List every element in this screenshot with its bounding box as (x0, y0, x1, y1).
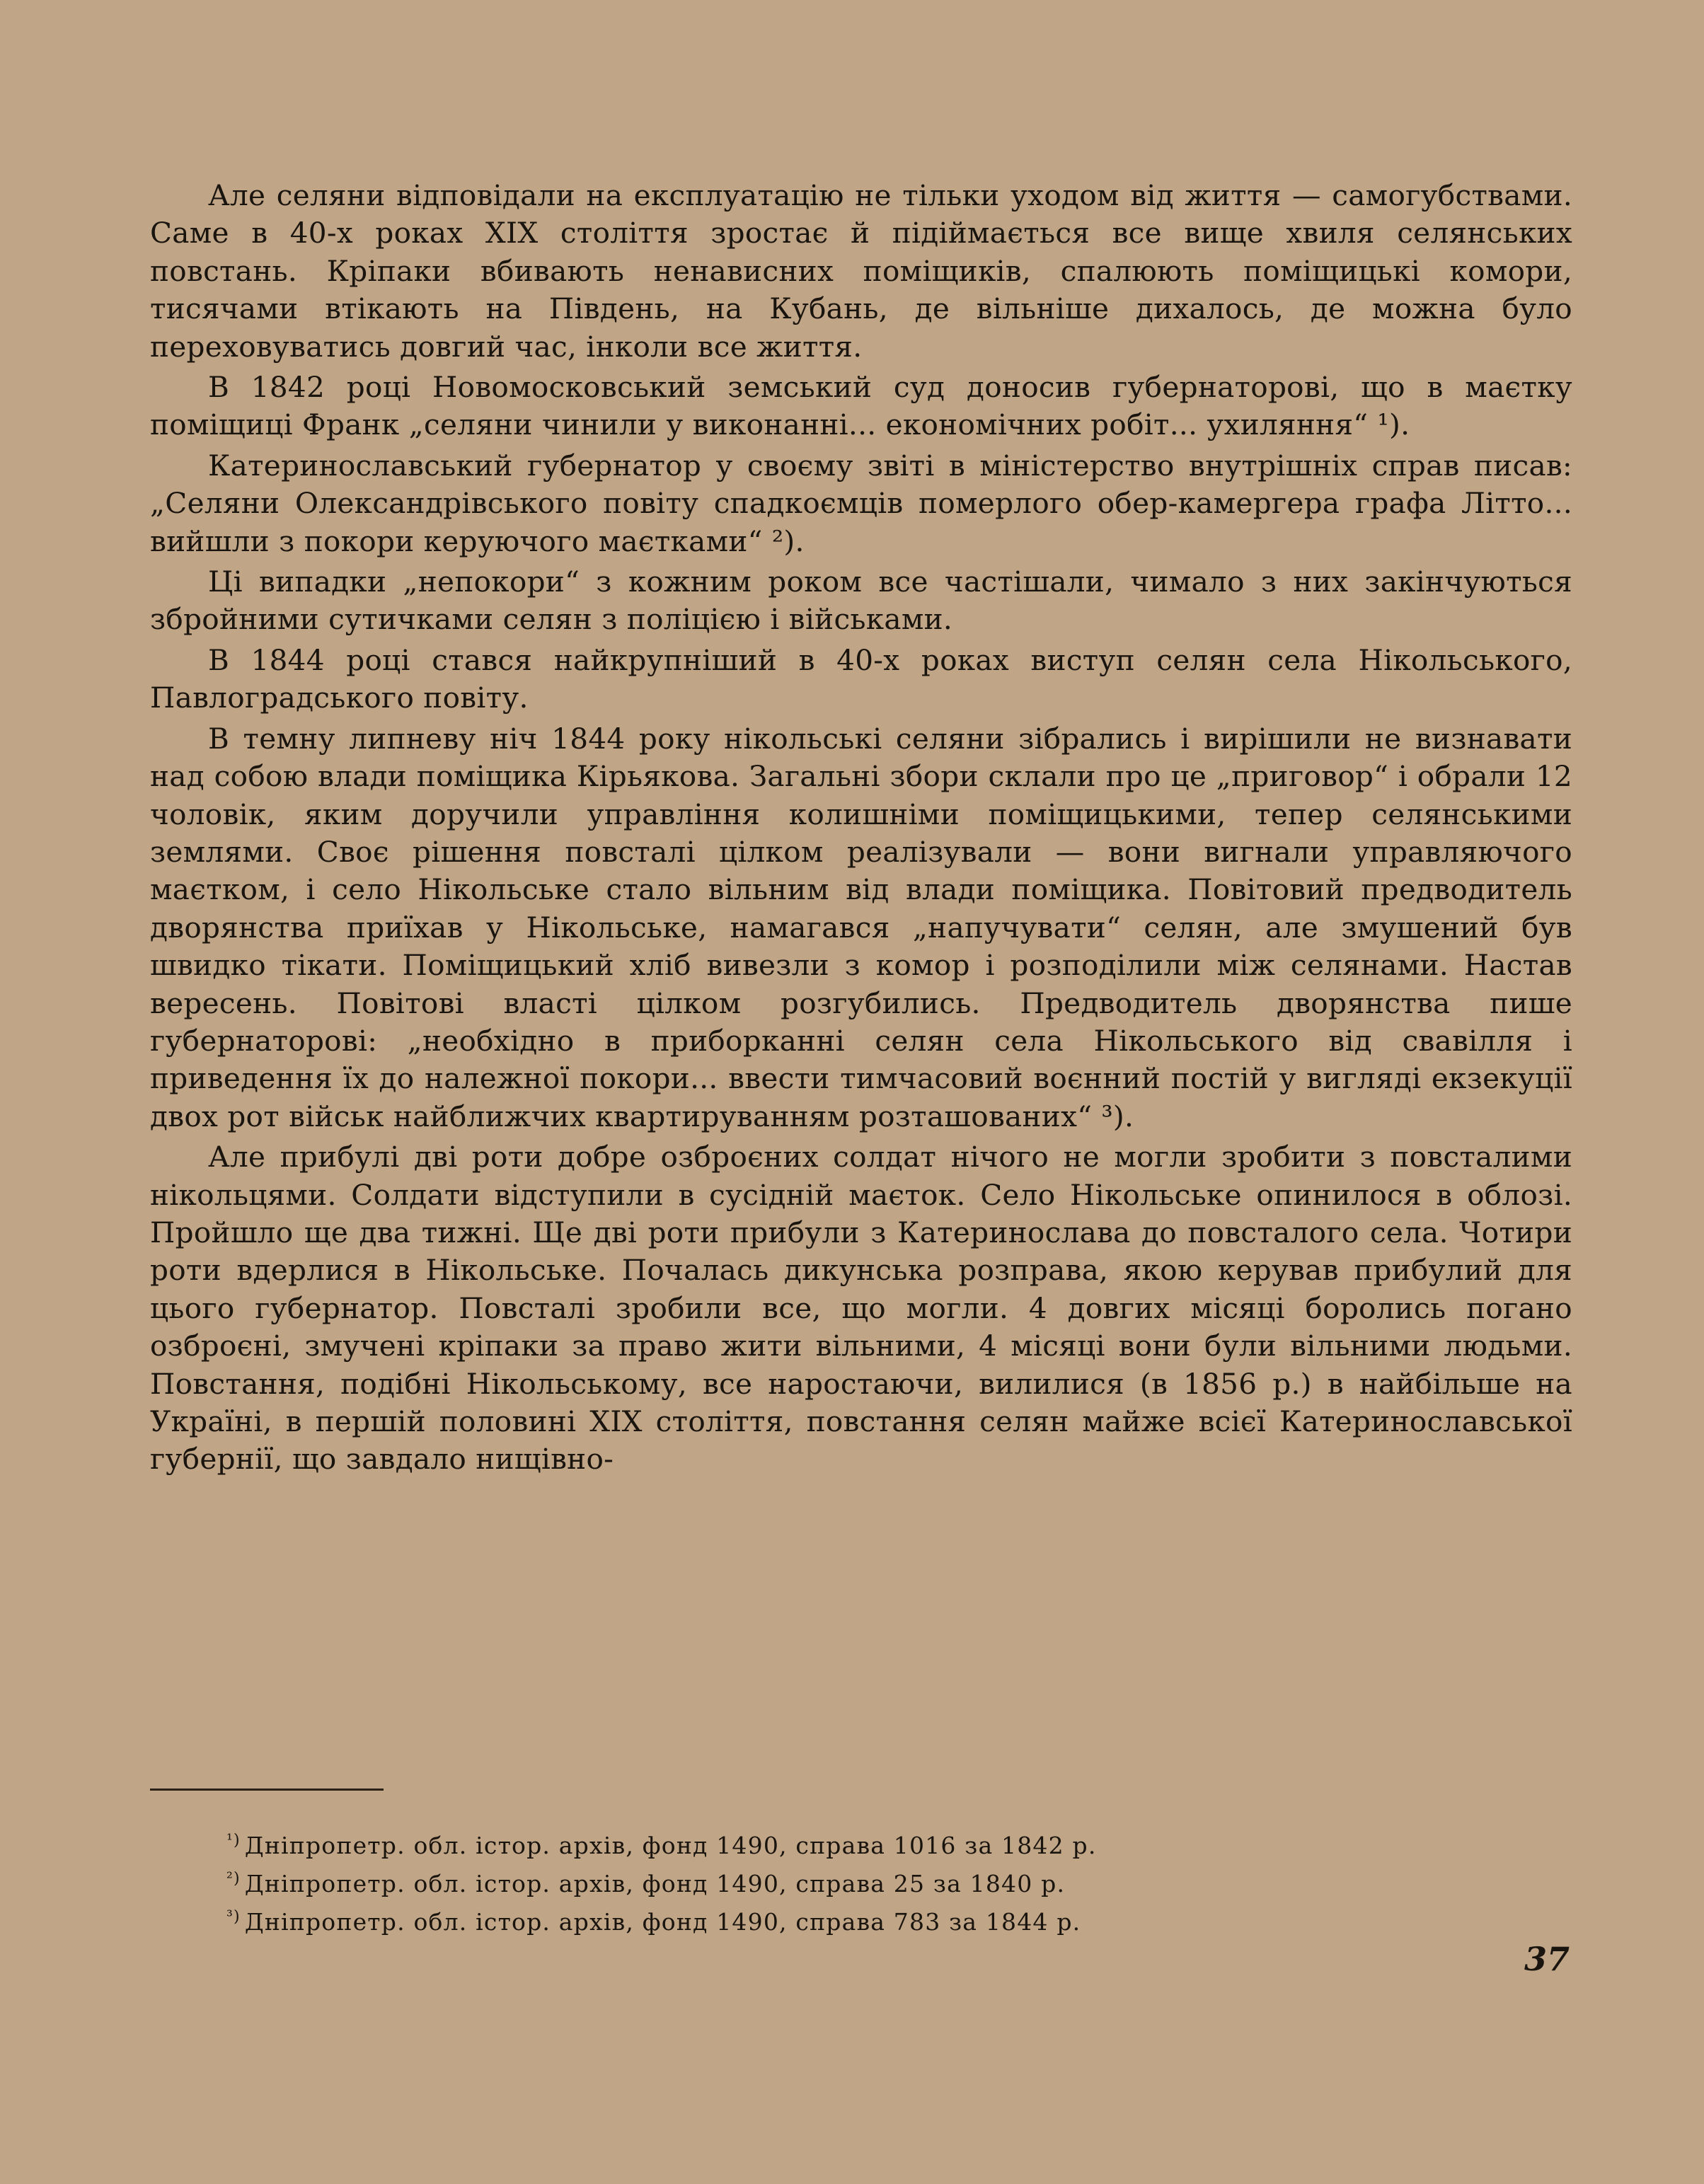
paragraph-3: Катеринославський губернатор у своєму звіті в міністерство внутрішніх справ писав: „Селяни Олександрівського повіту спадкоємців померлого обер-камергера графа Літто... вийшли з покори керуючого маєтками“ ²). (150, 448, 1572, 558)
footnote-1 (226, 1824, 1486, 1862)
paragraph-6: В темну липневу ніч 1844 року нікольські селяни зібрались і вирішили не визнавати над собою влади поміщика Кірьякова. Загальні збори склали про це „приговор“ і обрали 12 чоловік, яким доручили управління колишніми поміщицькими, тепер селянськими землями. Своє рішення повсталі цілком реалізували — вони вигнали управляючого маєтком, і село Нікольське стало вільним від влади поміщика. Повітовий предводитель дворянства приїхав у Нікольське, намагався „напучувати“ селян, але змушений був швидко тікати. Поміщицький хліб вивезли з комор і розподілили між селянами. Настав вересень. Повітові власті цілком розгубились. Предводитель дворянства пише губернаторові: „необхідно в приборканні селян села Нікольського від свавілля і приведення їх до належної покори... ввести тимчасовий воєнний постій у вигляді екзекуції двох рот військ найближчих квартируванням розташованих“ ³). (150, 721, 1572, 1133)
footnote-2 (226, 1862, 1486, 1900)
paragraph-2: В 1842 році Новомосковський земський суд доносив губернаторові, що в маєтку поміщиці Франк „селяни чинили у виконанні... економічних робіт... ухиляння“ ¹). (150, 370, 1572, 442)
footnote-divider (150, 1789, 384, 1791)
footnote-text: Дніпропетр. обл. істор. архів, фонд 1490, справа 25 за 1840 р. (244, 1870, 1066, 1897)
page-number: 37 (1524, 1940, 1570, 1978)
footnote-3 (226, 1900, 1486, 1939)
paragraph-5: В 1844 році стався найкрупніший в 40-х роках виступ селян села Нікольського, Павлоградського повіту. (150, 642, 1572, 715)
body-text (150, 177, 1572, 1481)
footnote-text: Дніпропетр. обл. істор. архів, фонд 1490, справа 1016 за 1842 р. (244, 1832, 1097, 1859)
footnote-mark: ³) (226, 1908, 241, 1926)
footnote-mark: ²) (226, 1870, 241, 1888)
footnote-mark: ¹) (226, 1832, 241, 1849)
footnote-text: Дніпропетр. обл. істор. архів, фонд 1490, справа 783 за 1844 р. (244, 1908, 1081, 1936)
paragraph-7: Але прибулі дві роти добре озброєних солдат нічого не могли зробити з повсталими нікольцями. Солдати відступили в сусідній маєток. Село Нікольське опинилося в облозі. Пройшло ще два тижні. Ще дві роти прибули з Катеринослава до повсталого села. Чотири роти вдерлися в Нікольське. Почалась дикунська розправа, якою керував прибулий для цього губернатор. Повсталі зробили все, що могли. 4 довгих місяці боролись погано озброєні, змучені кріпаки за право жити вільними, 4 місяці вони були вільними людьми. Повстання, подібні Нікольському, все наростаючи, вилилися (в 1856 р.) в найбільше на Україні, в першій половині XIX століття, повстання селян майже всієї Катеринославської губернії, що завдало нищівно- (150, 1140, 1572, 1477)
footnotes (226, 1824, 1486, 1939)
paragraph-4: Ці випадки „непокори“ з кожним роком все частішали, чимало з них закінчуються збройними сутичками селян з поліцією і військами. (150, 565, 1572, 637)
paragraph-1: Але селяни відповідали на експлуатацію не тільки уходом від життя — самогубствами. Саме в 40-х роках XIX століття зростає й підіймається все вище хвиля селянських повстань. Кріпаки вбивають ненависних поміщиків, спалюють поміщицькі комори, тисячами втікають на Південь, на Кубань, де вільніше дихалось, де можна було переховуватись довгий час, інколи все життя. (150, 178, 1572, 364)
